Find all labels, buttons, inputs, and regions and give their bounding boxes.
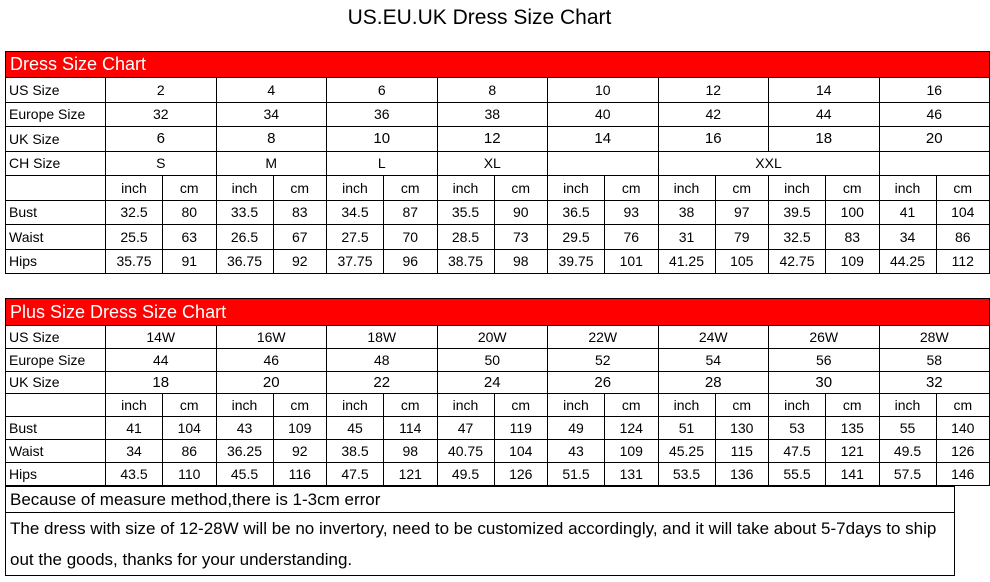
hips-value-cell: 38.75 bbox=[437, 249, 494, 274]
bust-value-cell: 51 bbox=[658, 417, 715, 440]
eu-row bbox=[6, 102, 990, 127]
waist-value-cell: 98 bbox=[384, 439, 438, 462]
eu-size-cell: 46 bbox=[216, 348, 327, 371]
eu-size-cell: 36 bbox=[327, 102, 438, 127]
hips-value-cell: 41.25 bbox=[658, 249, 715, 274]
waist-value-cell: 126 bbox=[936, 439, 990, 462]
eu-size-cell: 54 bbox=[658, 348, 769, 371]
bust-value-cell: 41 bbox=[106, 417, 163, 440]
eu-size-cell: 48 bbox=[327, 348, 438, 371]
eu-size-cell: 56 bbox=[769, 348, 880, 371]
hips-value-cell: 37.75 bbox=[327, 249, 384, 274]
unit-cm: cm bbox=[384, 176, 438, 201]
hips-value-cell: 35.75 bbox=[106, 249, 163, 274]
row-label: UK Size bbox=[6, 371, 106, 394]
hips-value-cell: 43.5 bbox=[106, 462, 163, 485]
unit-cm: cm bbox=[605, 176, 659, 201]
row-label: Waist bbox=[6, 439, 106, 462]
bust-value-cell: 90 bbox=[494, 200, 548, 225]
bust-value-cell: 47 bbox=[437, 417, 494, 440]
eu-size-cell: 42 bbox=[658, 102, 769, 127]
uk-size-cell: 10 bbox=[327, 127, 438, 152]
us-size-cell: 18W bbox=[327, 326, 438, 349]
waist-value-cell: 31 bbox=[658, 225, 715, 250]
unit-cm: cm bbox=[163, 394, 217, 417]
unit-cm: cm bbox=[163, 176, 217, 201]
row-label: US Size bbox=[6, 326, 106, 349]
bust-value-cell: 93 bbox=[605, 200, 659, 225]
uk-size-cell: 14 bbox=[548, 127, 659, 152]
bust-value-cell: 97 bbox=[715, 200, 769, 225]
unit-inch: inch bbox=[879, 394, 936, 417]
us-size-cell: 28W bbox=[879, 326, 990, 349]
waist-value-cell: 79 bbox=[715, 225, 769, 250]
us-size-cell: 16W bbox=[216, 326, 327, 349]
waist-value-cell: 32.5 bbox=[769, 225, 826, 250]
eu-size-cell: 50 bbox=[437, 348, 548, 371]
hips-value-cell: 36.75 bbox=[216, 249, 273, 274]
us-size-cell: 8 bbox=[437, 78, 548, 103]
ch-size-cell: L bbox=[327, 151, 438, 176]
ch-row bbox=[6, 151, 990, 176]
hips-value-cell: 98 bbox=[494, 249, 548, 274]
unit-cm: cm bbox=[715, 176, 769, 201]
hips-value-cell: 39.75 bbox=[548, 249, 605, 274]
unit-cm: cm bbox=[826, 394, 880, 417]
row-label: Europe Size bbox=[6, 102, 106, 127]
hips-value-cell: 91 bbox=[163, 249, 217, 274]
eu-size-cell: 38 bbox=[437, 102, 548, 127]
unit-cm: cm bbox=[605, 394, 659, 417]
bust-value-cell: 87 bbox=[384, 200, 438, 225]
hips-value-cell: 57.5 bbox=[879, 462, 936, 485]
unit-cm: cm bbox=[384, 394, 438, 417]
unit-cm: cm bbox=[936, 176, 990, 201]
unit-inch: inch bbox=[216, 394, 273, 417]
unit-cm: cm bbox=[826, 176, 880, 201]
uk-size-cell: 22 bbox=[327, 371, 438, 394]
page-title: US.EU.UK Dress Size Chart bbox=[347, 6, 612, 29]
us-size-cell: 10 bbox=[548, 78, 659, 103]
units-row bbox=[6, 176, 990, 201]
waist-value-cell: 67 bbox=[273, 225, 327, 250]
uk-size-cell: 18 bbox=[106, 371, 217, 394]
chart-header: Dress Size Chart bbox=[6, 52, 990, 78]
unit-inch: inch bbox=[437, 394, 494, 417]
bust-row bbox=[6, 417, 990, 440]
bust-value-cell: 39.5 bbox=[769, 200, 826, 225]
bust-value-cell: 36.5 bbox=[548, 200, 605, 225]
uk-size-cell: 16 bbox=[658, 127, 769, 152]
waist-value-cell: 26.5 bbox=[216, 225, 273, 250]
row-label: UK Size bbox=[6, 127, 106, 152]
bust-value-cell: 43 bbox=[216, 417, 273, 440]
bust-value-cell: 104 bbox=[936, 200, 990, 225]
us-size-cell: 20W bbox=[437, 326, 548, 349]
eu-size-cell: 34 bbox=[216, 102, 327, 127]
hips-value-cell: 126 bbox=[494, 462, 548, 485]
waist-value-cell: 109 bbox=[605, 439, 659, 462]
us-row bbox=[6, 78, 990, 103]
hips-value-cell: 42.75 bbox=[769, 249, 826, 274]
units-row bbox=[6, 394, 990, 417]
unit-inch: inch bbox=[879, 176, 936, 201]
bust-value-cell: 55 bbox=[879, 417, 936, 440]
waist-value-cell: 47.5 bbox=[769, 439, 826, 462]
uk-size-cell: 20 bbox=[216, 371, 327, 394]
empty-cell bbox=[6, 394, 106, 417]
us-row bbox=[6, 326, 990, 349]
unit-inch: inch bbox=[327, 176, 384, 201]
bust-value-cell: 140 bbox=[936, 417, 990, 440]
us-size-cell: 2 bbox=[106, 78, 217, 103]
empty-cell bbox=[6, 176, 106, 201]
bust-value-cell: 45 bbox=[327, 417, 384, 440]
waist-value-cell: 25.5 bbox=[106, 225, 163, 250]
unit-inch: inch bbox=[106, 394, 163, 417]
waist-value-cell: 29.5 bbox=[548, 225, 605, 250]
us-size-cell: 26W bbox=[769, 326, 880, 349]
bust-value-cell: 114 bbox=[384, 417, 438, 440]
uk-size-cell: 20 bbox=[879, 127, 990, 152]
hips-value-cell: 121 bbox=[384, 462, 438, 485]
us-size-cell: 24W bbox=[658, 326, 769, 349]
bust-value-cell: 104 bbox=[163, 417, 217, 440]
us-size-cell: 4 bbox=[216, 78, 327, 103]
uk-size-cell: 32 bbox=[879, 371, 990, 394]
hips-value-cell: 109 bbox=[826, 249, 880, 274]
unit-cm: cm bbox=[273, 394, 327, 417]
uk-size-cell: 6 bbox=[106, 127, 217, 152]
eu-size-cell: 40 bbox=[548, 102, 659, 127]
hips-value-cell: 110 bbox=[163, 462, 217, 485]
uk-size-cell: 8 bbox=[216, 127, 327, 152]
uk-row bbox=[6, 371, 990, 394]
waist-value-cell: 27.5 bbox=[327, 225, 384, 250]
row-label: CH Size bbox=[6, 151, 106, 176]
unit-inch: inch bbox=[548, 394, 605, 417]
waist-value-cell: 34 bbox=[106, 439, 163, 462]
waist-value-cell: 34 bbox=[879, 225, 936, 250]
hips-value-cell: 146 bbox=[936, 462, 990, 485]
us-size-cell: 12 bbox=[658, 78, 769, 103]
us-size-cell: 16 bbox=[879, 78, 990, 103]
waist-row bbox=[6, 225, 990, 250]
waist-value-cell: 43 bbox=[548, 439, 605, 462]
bust-value-cell: 49 bbox=[548, 417, 605, 440]
us-size-cell: 6 bbox=[327, 78, 438, 103]
waist-value-cell: 63 bbox=[163, 225, 217, 250]
waist-value-cell: 28.5 bbox=[437, 225, 494, 250]
row-label: Europe Size bbox=[6, 348, 106, 371]
unit-cm: cm bbox=[273, 176, 327, 201]
plus-size-table bbox=[5, 298, 990, 486]
bust-value-cell: 135 bbox=[826, 417, 880, 440]
row-label: Bust bbox=[6, 417, 106, 440]
hips-value-cell: 96 bbox=[384, 249, 438, 274]
row-label: Hips bbox=[6, 462, 106, 485]
hips-value-cell: 141 bbox=[826, 462, 880, 485]
hips-value-cell: 55.5 bbox=[769, 462, 826, 485]
row-label: US Size bbox=[6, 78, 106, 103]
row-label: Waist bbox=[6, 225, 106, 250]
bust-value-cell: 124 bbox=[605, 417, 659, 440]
ch-size-cell: M bbox=[216, 151, 327, 176]
uk-row bbox=[6, 127, 990, 152]
hips-value-cell: 92 bbox=[273, 249, 327, 274]
us-size-cell: 14W bbox=[106, 326, 217, 349]
unit-inch: inch bbox=[658, 176, 715, 201]
notes-table bbox=[5, 486, 955, 576]
bust-value-cell: 35.5 bbox=[437, 200, 494, 225]
row-label: Bust bbox=[6, 200, 106, 225]
hips-value-cell: 51.5 bbox=[548, 462, 605, 485]
bust-value-cell: 38 bbox=[658, 200, 715, 225]
uk-size-cell: 30 bbox=[769, 371, 880, 394]
waist-value-cell: 73 bbox=[494, 225, 548, 250]
unit-cm: cm bbox=[936, 394, 990, 417]
unit-inch: inch bbox=[548, 176, 605, 201]
customization-note: The dress with size of 12-28W will be no invertory, need to be customized accordingly, and it will take about 5-7days to ship out the goods, thanks for your understanding. bbox=[6, 513, 955, 576]
unit-inch: inch bbox=[437, 176, 494, 201]
hips-value-cell: 49.5 bbox=[437, 462, 494, 485]
ch-size-cell: XXL bbox=[658, 151, 879, 176]
waist-value-cell: 45.25 bbox=[658, 439, 715, 462]
unit-inch: inch bbox=[216, 176, 273, 201]
ch-size-cell bbox=[879, 151, 990, 176]
ch-size-cell: XL bbox=[437, 151, 548, 176]
eu-size-cell: 32 bbox=[106, 102, 217, 127]
waist-row bbox=[6, 439, 990, 462]
uk-size-cell: 28 bbox=[658, 371, 769, 394]
ch-size-cell bbox=[548, 151, 659, 176]
bust-value-cell: 100 bbox=[826, 200, 880, 225]
hips-value-cell: 112 bbox=[936, 249, 990, 274]
waist-value-cell: 49.5 bbox=[879, 439, 936, 462]
unit-inch: inch bbox=[327, 394, 384, 417]
unit-inch: inch bbox=[658, 394, 715, 417]
hips-row bbox=[6, 462, 990, 485]
hips-value-cell: 136 bbox=[715, 462, 769, 485]
bust-value-cell: 83 bbox=[273, 200, 327, 225]
bust-value-cell: 53 bbox=[769, 417, 826, 440]
hips-value-cell: 44.25 bbox=[879, 249, 936, 274]
eu-size-cell: 46 bbox=[879, 102, 990, 127]
bust-value-cell: 119 bbox=[494, 417, 548, 440]
uk-size-cell: 18 bbox=[769, 127, 880, 152]
bust-value-cell: 109 bbox=[273, 417, 327, 440]
hips-value-cell: 45.5 bbox=[216, 462, 273, 485]
uk-size-cell: 24 bbox=[437, 371, 548, 394]
waist-value-cell: 70 bbox=[384, 225, 438, 250]
eu-size-cell: 44 bbox=[106, 348, 217, 371]
unit-inch: inch bbox=[769, 394, 826, 417]
uk-size-cell: 26 bbox=[548, 371, 659, 394]
hips-value-cell: 105 bbox=[715, 249, 769, 274]
measure-error-note: Because of measure method,there is 1-3cm error bbox=[6, 487, 955, 513]
eu-size-cell: 58 bbox=[879, 348, 990, 371]
unit-cm: cm bbox=[494, 176, 548, 201]
waist-value-cell: 86 bbox=[163, 439, 217, 462]
hips-value-cell: 53.5 bbox=[658, 462, 715, 485]
eu-size-cell: 44 bbox=[769, 102, 880, 127]
row-label: Hips bbox=[6, 249, 106, 274]
waist-value-cell: 115 bbox=[715, 439, 769, 462]
waist-value-cell: 86 bbox=[936, 225, 990, 250]
hips-row bbox=[6, 249, 990, 274]
waist-value-cell: 40.75 bbox=[437, 439, 494, 462]
eu-row bbox=[6, 348, 990, 371]
hips-value-cell: 47.5 bbox=[327, 462, 384, 485]
waist-value-cell: 76 bbox=[605, 225, 659, 250]
hips-value-cell: 131 bbox=[605, 462, 659, 485]
standard-size-table bbox=[5, 51, 990, 274]
us-size-cell: 22W bbox=[548, 326, 659, 349]
eu-size-cell: 52 bbox=[548, 348, 659, 371]
bust-value-cell: 32.5 bbox=[106, 200, 163, 225]
chart-header: Plus Size Dress Size Chart bbox=[6, 299, 990, 326]
bust-value-cell: 33.5 bbox=[216, 200, 273, 225]
bust-value-cell: 41 bbox=[879, 200, 936, 225]
waist-value-cell: 121 bbox=[826, 439, 880, 462]
hips-value-cell: 101 bbox=[605, 249, 659, 274]
waist-value-cell: 104 bbox=[494, 439, 548, 462]
waist-value-cell: 83 bbox=[826, 225, 880, 250]
waist-value-cell: 38.5 bbox=[327, 439, 384, 462]
unit-cm: cm bbox=[715, 394, 769, 417]
bust-value-cell: 130 bbox=[715, 417, 769, 440]
bust-value-cell: 80 bbox=[163, 200, 217, 225]
waist-value-cell: 92 bbox=[273, 439, 327, 462]
uk-size-cell: 12 bbox=[437, 127, 548, 152]
unit-inch: inch bbox=[769, 176, 826, 201]
bust-value-cell: 34.5 bbox=[327, 200, 384, 225]
hips-value-cell: 116 bbox=[273, 462, 327, 485]
waist-value-cell: 36.25 bbox=[216, 439, 273, 462]
unit-inch: inch bbox=[106, 176, 163, 201]
us-size-cell: 14 bbox=[769, 78, 880, 103]
unit-cm: cm bbox=[494, 394, 548, 417]
ch-size-cell: S bbox=[106, 151, 217, 176]
bust-row bbox=[6, 200, 990, 225]
